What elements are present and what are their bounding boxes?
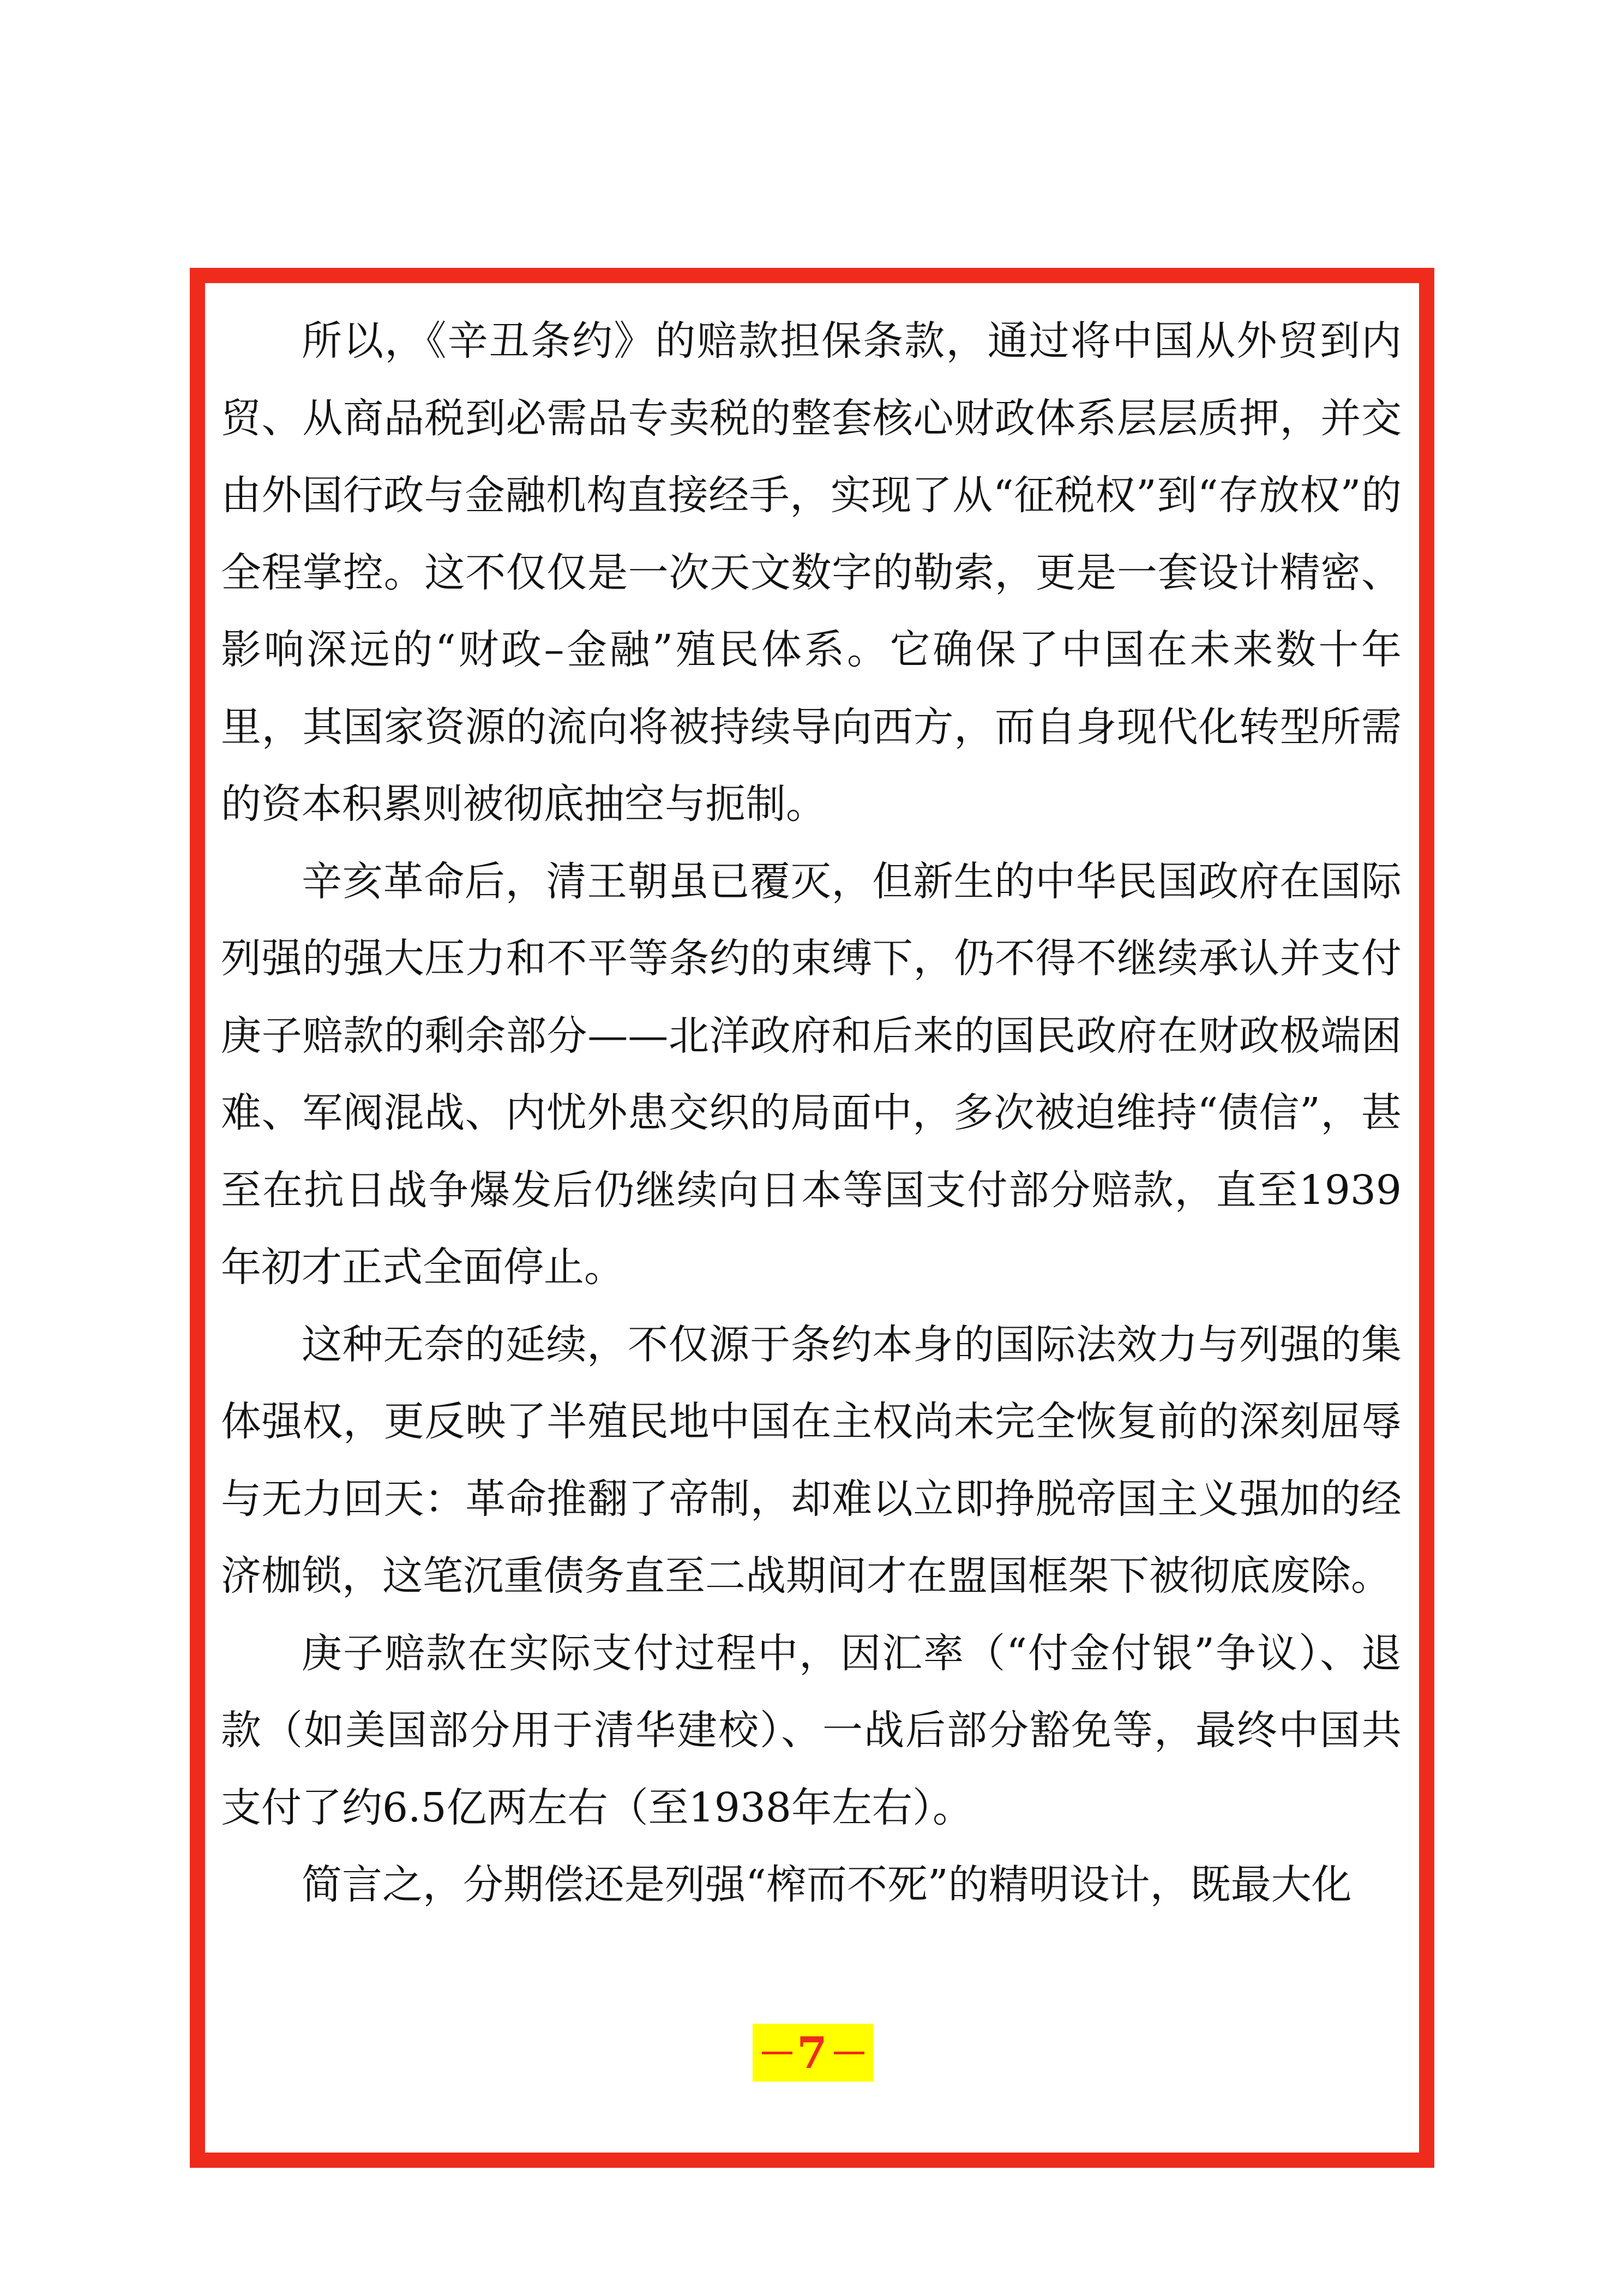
dash-left-icon	[762, 2052, 792, 2054]
dash-right-icon	[834, 2052, 864, 2054]
paragraph-1: 所以，《辛丑条约》的赔款担保条款，通过将中国从外贸到内贸、从商品税到必需品专卖税的整套核心财政体系层层质押，并交由外国行政与金融机构直接经手，实现了从“征税权”到“存放权”的全程掌控。这不仅仅是一次天文数字的勒索，更是一套设计精密、影响深远的“财政–金融”殖民体系。它确保了中国在未来数十年里，其国家资源的流向将被持续导向西方，而自身现代化转型所需的资本积累则被彻底抽空与扼制。	[221, 317, 1402, 828]
document-body	[221, 303, 1402, 1924]
paragraph-4: 庚子赔款在实际支付过程中，因汇率（“付金付银”争议）、退款（如美国部分用于清华建校）、一战后部分豁免等，最终中国共支付了约6.5亿两左右（至1938年左右）。	[221, 1629, 1402, 1831]
page-number: 7	[797, 2027, 829, 2078]
paragraph-5: 简言之，分期偿还是列强“榨而不死”的精明设计，既最大化	[302, 1861, 1352, 1908]
paragraph-3: 这种无奈的延续，不仅源于条约本身的国际法效力与列强的集体强权，更反映了半殖民地中国在主权尚未完全恢复前的深刻屈辱与无力回天：革命推翻了帝制，却难以立即挣脱帝国主义强加的经济枷锁，这笔沉重债务直至二战期间才在盟国框架下被彻底废除。	[221, 1321, 1402, 1599]
paragraph-2: 辛亥革命后，清王朝虽已覆灭，但新生的中华民国政府在国际列强的强大压力和不平等条约的束缚下，仍不得不继续承认并支付庚子赔款的剩余部分——北洋政府和后来的国民政府在财政极端困难、军阀混战、内忧外患交织的局面中，多次被迫维持“债信”，甚至在抗日战争爆发后仍继续向日本等国支付部分赔款，直至1939年初才正式全面停止。	[221, 858, 1402, 1291]
page-number-badge	[753, 2024, 874, 2082]
